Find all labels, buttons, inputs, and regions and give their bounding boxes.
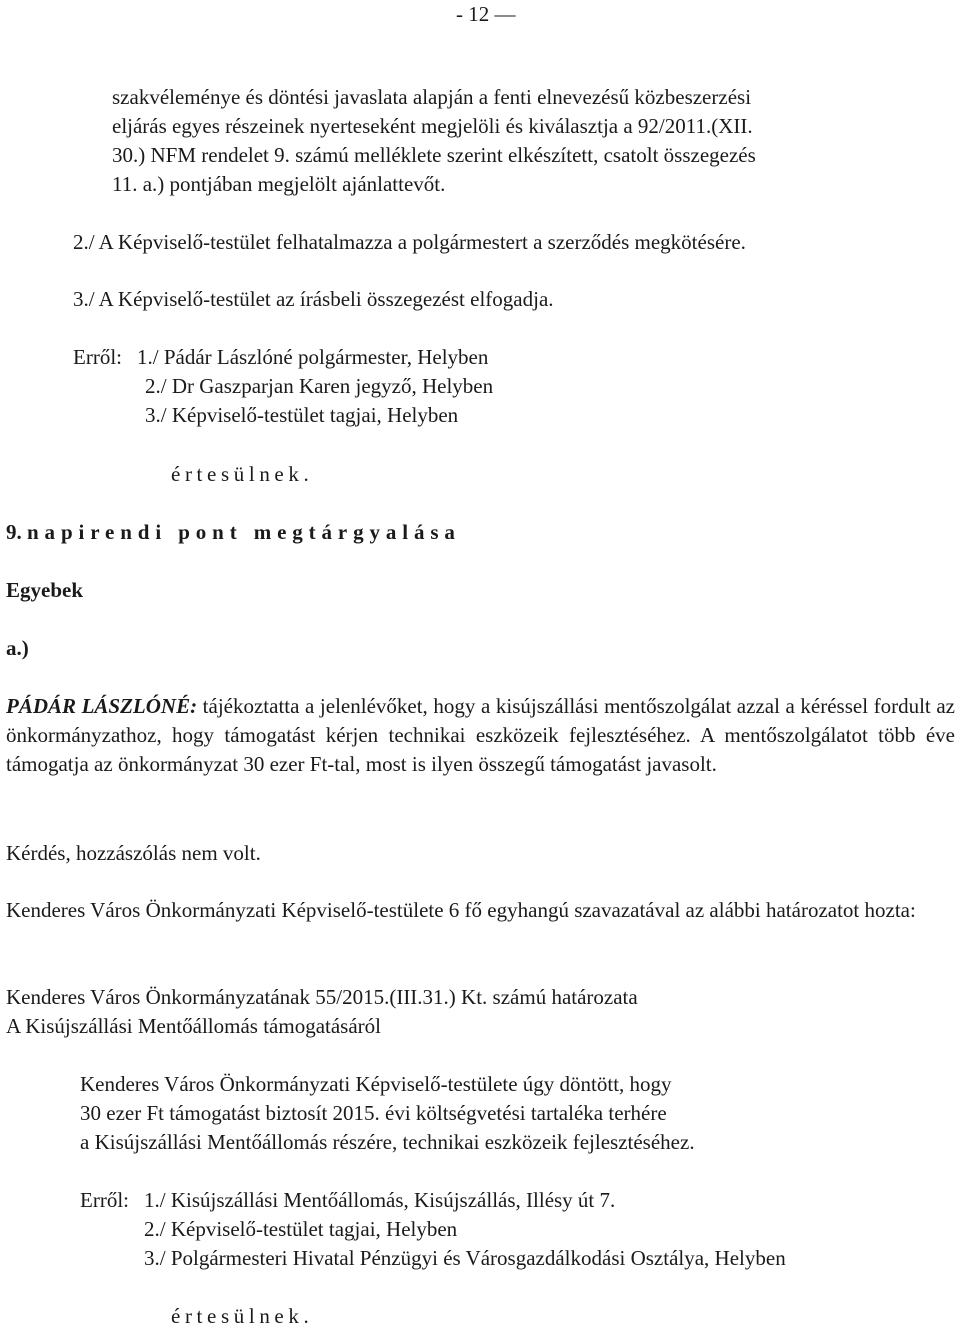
- notify-label: Erről:: [73, 345, 122, 369]
- section-title: Egyebek: [6, 578, 84, 602]
- page-number: - 12 —: [456, 2, 516, 26]
- intro-line: 30.) NFM rendelet 9. számú melléklete szerint elkészített, csatolt összegezés: [112, 143, 756, 167]
- vote-paragraph: Kenderes Város Önkormányzati Képviselő-testülete 6 fő egyhangú szavazatával az alábbi határozatot hozta:: [6, 898, 916, 922]
- resolution-point-3: 3./ A Képviselő-testület az írásbeli összegezést elfogadja.: [73, 287, 554, 311]
- speaker-text: tájékoztatta a jelenlévőket, hogy a kisújszállási mentőszolgálat azzal a kéréssel fordult az önkormányzathoz, hogy támogatást kérjen technikai eszközeik fejlesztéséhez. A mentőszolgálatot több éve támogatja az önkormányzat 30 ezer Ft-tal, most is ilyen összegű támogatást javasolt.: [6, 694, 955, 776]
- notify-item: 3./ Képviselő-testület tagjai, Helyben: [145, 403, 459, 427]
- resolution-line: a Kisújszállási Mentőállomás részére, technikai eszközeik fejlesztéséhez.: [80, 1130, 695, 1154]
- resolution-line: 30 ezer Ft támogatást biztosít 2015. évi költségvetési tartaléka terhére: [80, 1101, 667, 1125]
- speaker-paragraph: [6, 692, 955, 779]
- resolution-body: [80, 1070, 695, 1157]
- notify-item: 1./ Kisújszállási Mentőállomás, Kisújszállás, Illésy út 7.: [144, 1188, 616, 1212]
- intro-line: 11. a.) pontjában megjelölt ajánlattevőt.: [112, 172, 446, 196]
- speaker-name: PÁDÁR LÁSZLÓNÉ:: [6, 694, 198, 718]
- resolution-title: Kenderes Város Önkormányzatának 55/2015.(III.31.) Kt. számú határozata: [6, 985, 638, 1009]
- subsection-label: a.): [6, 636, 29, 660]
- no-questions-note: Kérdés, hozzászólás nem volt.: [6, 841, 261, 865]
- notify-item: 2./ Dr Gaszparjan Karen jegyző, Helyben: [145, 374, 494, 398]
- notify-closing: értesülnek.: [171, 1304, 314, 1328]
- resolution-subject: A Kisújszállási Mentőállomás támogatásáról: [6, 1014, 382, 1038]
- intro-paragraph: [112, 83, 756, 199]
- agenda-heading: [6, 518, 461, 547]
- notify-item: 2./ Képviselő-testület tagjai, Helyben: [144, 1217, 458, 1241]
- notify-item: 1./ Pádár Lászlóné polgármester, Helyben: [137, 345, 489, 369]
- intro-line: szakvéleménye és döntési javaslata alapján a fenti elnevezésű közbeszerzési: [112, 85, 752, 109]
- agenda-number: 9.: [6, 520, 22, 544]
- notify-label: Erről:: [80, 1188, 129, 1212]
- notify-closing: értesülnek.: [171, 462, 314, 486]
- resolution-point-2: 2./ A Képviselő-testület felhatalmazza a polgármestert a szerződés megkötésére.: [73, 230, 746, 254]
- notify-item: 3./ Polgármesteri Hivatal Pénzügyi és Városgazdálkodási Osztálya, Helyben: [144, 1246, 786, 1270]
- intro-line: eljárás egyes részeinek nyerteseként megjelöli és kiválasztja a 92/2011.(XII.: [112, 114, 753, 138]
- resolution-line: Kenderes Város Önkormányzati Képviselő-testülete úgy döntött, hogy: [80, 1072, 672, 1096]
- agenda-title: napirendi pont megtárgyalása: [27, 520, 461, 544]
